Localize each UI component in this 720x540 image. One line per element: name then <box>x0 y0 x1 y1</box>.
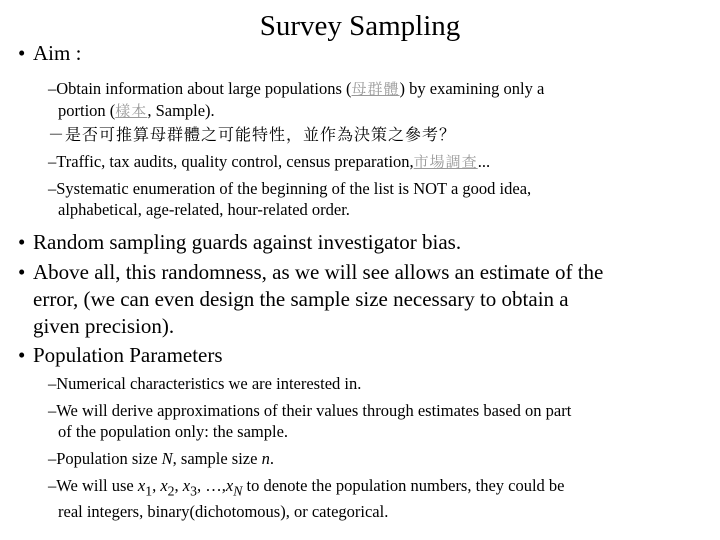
bullet-marker: • <box>18 41 26 65</box>
dash-marker: – <box>48 449 57 468</box>
subscript-N: N <box>233 483 243 499</box>
aim-item-3 <box>48 151 708 173</box>
param-item-4-pre: We will use <box>56 476 138 495</box>
aim-item-1-pre: Obtain information about large populations ( <box>56 79 352 98</box>
param-item-2 <box>48 400 708 442</box>
slide-title: Survey Sampling <box>259 10 461 42</box>
separator: , <box>152 476 161 495</box>
bullet-randomness-line1: Above all, this randomness, as we will see allows an estimate of the <box>33 260 604 284</box>
aim-item-1-post: ) by examining only a <box>399 79 545 98</box>
ellipsis: , …, <box>196 476 226 495</box>
bullet-marker: • <box>18 343 26 367</box>
aim-item-4-line2: alphabetical, age-related, hour-related order. <box>58 200 350 219</box>
bullet-marker: • <box>18 230 26 254</box>
subscript-2: 2 <box>167 483 175 499</box>
param-item-1 <box>48 373 708 394</box>
symbol-x2: x <box>160 476 168 495</box>
bullet-random-sampling <box>18 229 461 255</box>
dash-marker: – <box>48 476 57 495</box>
param-item-2-line1: We will derive approximations of their values through estimates based on part <box>56 401 572 420</box>
param-item-3 <box>48 448 708 469</box>
symbol-xN: x <box>225 476 234 495</box>
aim-item-1-line2-post: , Sample). <box>147 101 215 120</box>
subscript-1: 1 <box>145 483 153 499</box>
bullet-marker: • <box>18 260 26 284</box>
symbol-N: N <box>161 449 173 468</box>
symbol-x1: x <box>137 476 146 495</box>
sample-link[interactable]: 樣本 <box>115 102 148 120</box>
param-item-1-text: Numerical characteristics we are interested in. <box>56 374 362 393</box>
aim-item-1 <box>48 78 708 122</box>
dash-marker: – <box>48 79 57 98</box>
dash-marker: – <box>48 179 57 198</box>
bullet-random-sampling-text: Random sampling guards against investigator bias. <box>33 230 462 254</box>
param-item-4-post: to denote the population numbers, they could be <box>242 476 565 495</box>
symbol-x3: x <box>182 476 191 495</box>
separator: , <box>174 476 183 495</box>
aim-item-1-line2-pre: portion ( <box>58 101 116 120</box>
bullet-population-parameters-text: Population Parameters <box>33 343 223 367</box>
param-item-3-post: . <box>269 449 274 468</box>
bullet-randomness-line3: given precision). <box>33 314 175 338</box>
param-item-2-line2: of the population only: the sample. <box>58 422 289 441</box>
bullet-population-parameters <box>18 342 223 368</box>
bullet-aim <box>18 40 81 66</box>
aim-item-3-post: ... <box>477 152 491 171</box>
param-item-4-line2: real integers, binary(dichotomous), or categorical. <box>58 502 389 522</box>
population-link[interactable]: 母群體 <box>351 80 400 98</box>
aim-item-3-pre: Traffic, tax audits, quality control, census preparation, <box>56 152 414 171</box>
param-item-3-mid: , sample size <box>172 449 262 468</box>
aim-item-2-text: －是否可推算母群體之可能特性，並作為決策之參考？ <box>48 125 457 144</box>
dash-marker: – <box>48 401 57 420</box>
subscript-3: 3 <box>190 483 197 499</box>
aim-item-2 <box>48 124 708 145</box>
dash-marker: – <box>48 152 57 171</box>
market-survey-link[interactable]: 市場調查 <box>413 153 478 171</box>
bullet-randomness-line2: error, (we can even design the sample size necessary to obtain a <box>33 287 569 311</box>
param-item-3-pre: Population size <box>56 449 162 468</box>
bullet-randomness <box>18 259 603 285</box>
param-item-4 <box>48 475 708 522</box>
aim-item-4 <box>48 178 708 220</box>
aim-label: Aim : <box>33 41 82 65</box>
symbol-n: n <box>261 449 270 468</box>
aim-item-4-line1: Systematic enumeration of the beginning of the list is NOT a good idea, <box>56 179 532 198</box>
dash-marker: – <box>48 374 57 393</box>
